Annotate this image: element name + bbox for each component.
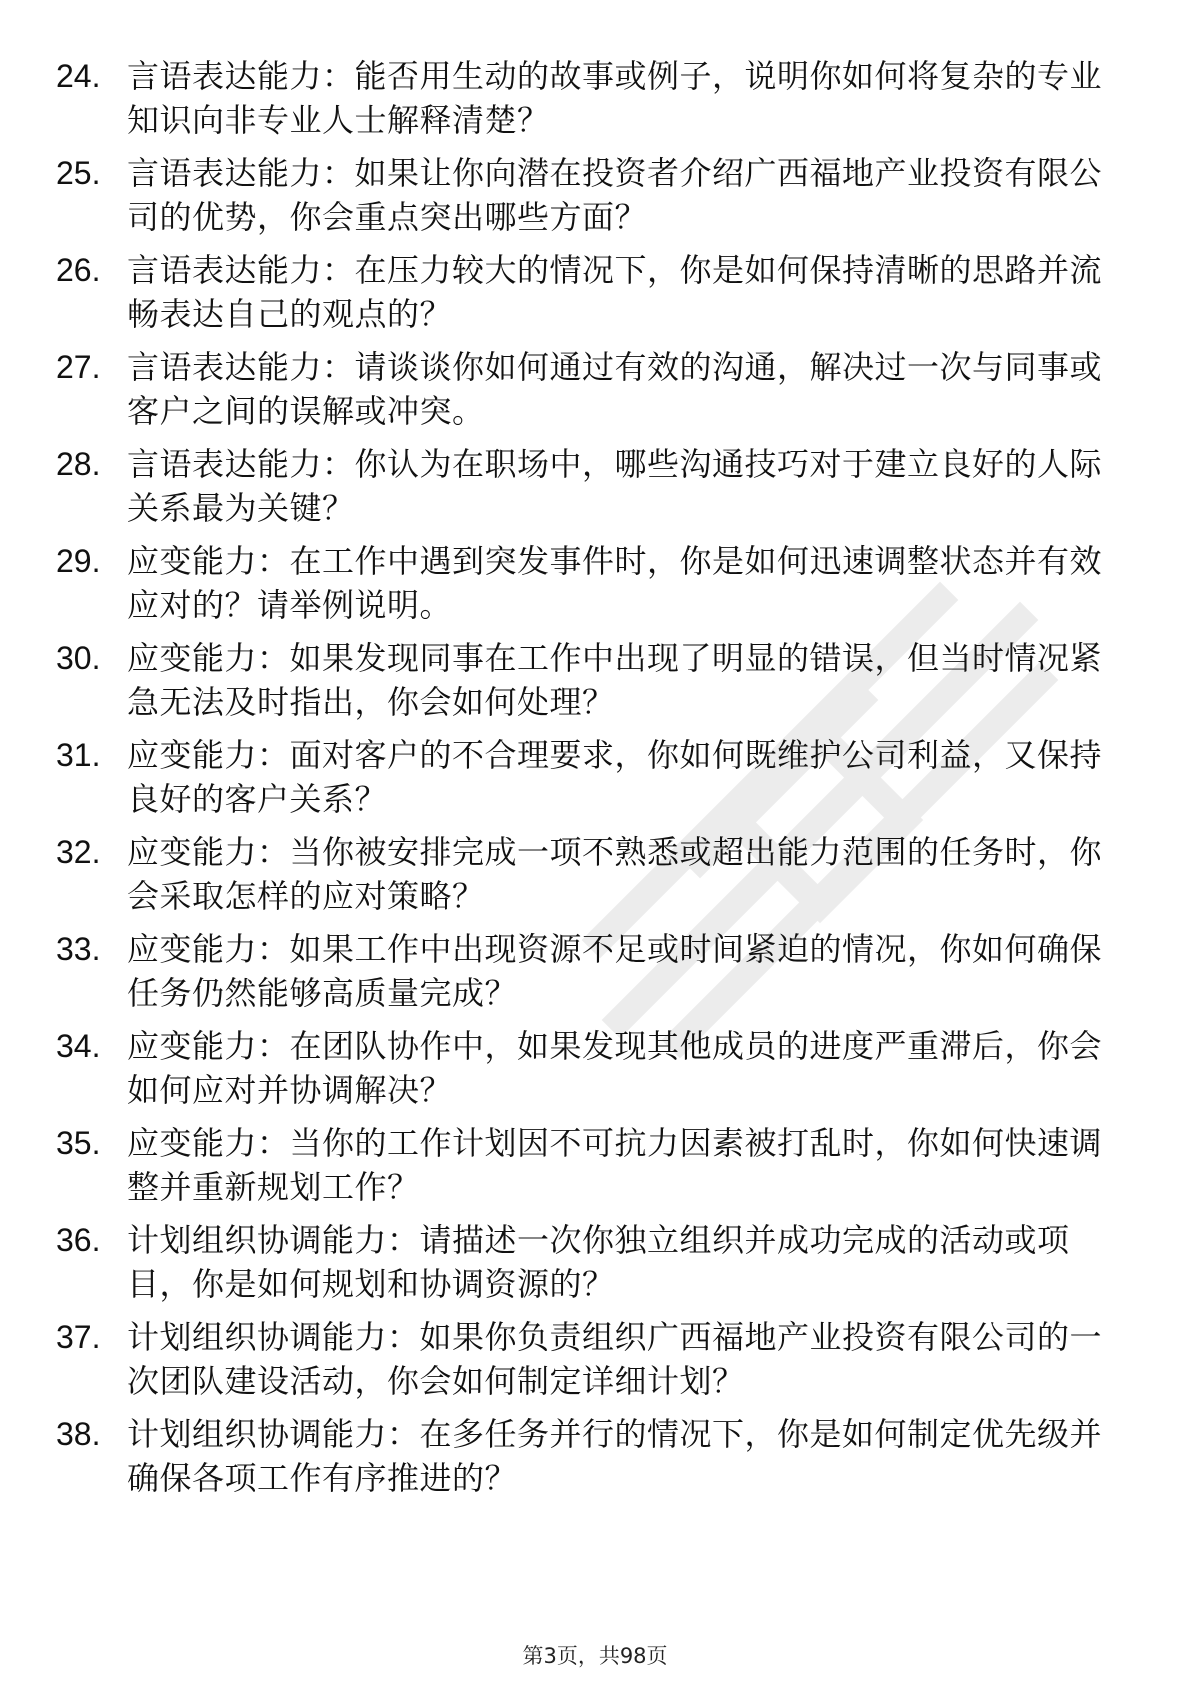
- question-text: 言语表达能力：能否用生动的故事或例子，说明你如何将复杂的专业知识向非专业人士解释清楚？: [127, 57, 1103, 139]
- question-number: 25.: [56, 155, 101, 191]
- question-text: 计划组织协调能力：在多任务并行的情况下，你是如何制定优先级并确保各项工作有序推进的？: [127, 1415, 1103, 1497]
- question-text: 应变能力：面对客户的不合理要求，你如何既维护公司利益，又保持良好的客户关系？: [127, 736, 1103, 818]
- question-number: 34.: [56, 1028, 101, 1064]
- question-number: 33.: [56, 931, 101, 967]
- question-number: 32.: [56, 834, 101, 870]
- question-item: [0, 1024, 1190, 1121]
- question-number: 29.: [56, 543, 101, 579]
- question-text: 言语表达能力：在压力较大的情况下，你是如何保持清晰的思路并流畅表达自己的观点的？: [127, 251, 1103, 333]
- question-number: 38.: [56, 1416, 101, 1452]
- question-text: 应变能力：当你被安排完成一项不熟悉或超出能力范围的任务时，你会采取怎样的应对策略？: [127, 833, 1103, 915]
- question-item: [0, 1412, 1190, 1509]
- question-number: 37.: [56, 1319, 101, 1355]
- question-item: [0, 539, 1190, 636]
- question-number: 31.: [56, 737, 101, 773]
- question-item: [0, 248, 1190, 345]
- question-item: [0, 151, 1190, 248]
- question-item: [0, 733, 1190, 830]
- question-text: 应变能力：当你的工作计划因不可抗力因素被打乱时，你如何快速调整并重新规划工作？: [127, 1124, 1103, 1206]
- page-number-footer: 第3页，共98页: [522, 1644, 668, 1668]
- question-number: 35.: [56, 1125, 101, 1161]
- question-number: 24.: [56, 58, 101, 94]
- question-item: [0, 442, 1190, 539]
- question-item: [0, 636, 1190, 733]
- question-item: [0, 830, 1190, 927]
- question-text: 应变能力：在工作中遇到突发事件时，你是如何迅速调整状态并有效应对的？请举例说明。: [127, 542, 1103, 624]
- question-number: 28.: [56, 446, 101, 482]
- question-text: 言语表达能力：你认为在职场中，哪些沟通技巧对于建立良好的人际关系最为关键？: [127, 445, 1103, 527]
- question-text: 应变能力：在团队协作中，如果发现其他成员的进度严重滞后，你会如何应对并协调解决？: [127, 1027, 1103, 1109]
- question-item: [0, 927, 1190, 1024]
- question-number: 30.: [56, 640, 101, 676]
- question-item: [0, 1218, 1190, 1315]
- question-text: 应变能力：如果发现同事在工作中出现了明显的错误，但当时情况紧急无法及时指出，你会如何处理？: [127, 639, 1103, 721]
- question-text: 计划组织协调能力：如果你负责组织广西福地产业投资有限公司的一次团队建设活动，你会如何制定详细计划？: [127, 1318, 1103, 1400]
- question-text: 计划组织协调能力：请描述一次你独立组织并成功完成的活动或项目，你是如何规划和协调资源的？: [127, 1221, 1070, 1303]
- question-item: [0, 345, 1190, 442]
- question-text: 应变能力：如果工作中出现资源不足或时间紧迫的情况，你如何确保任务仍然能够高质量完成？: [127, 930, 1103, 1012]
- question-number: 27.: [56, 349, 101, 385]
- question-item: [0, 1315, 1190, 1412]
- question-text: 言语表达能力：如果让你向潜在投资者介绍广西福地产业投资有限公司的优势，你会重点突出哪些方面？: [127, 154, 1103, 236]
- question-item: [0, 1121, 1190, 1218]
- question-number: 36.: [56, 1222, 101, 1258]
- question-item: [0, 54, 1190, 151]
- question-text: 言语表达能力：请谈谈你如何通过有效的沟通，解决过一次与同事或客户之间的误解或冲突。: [127, 348, 1103, 430]
- question-list: [0, 54, 1190, 1509]
- question-number: 26.: [56, 252, 101, 288]
